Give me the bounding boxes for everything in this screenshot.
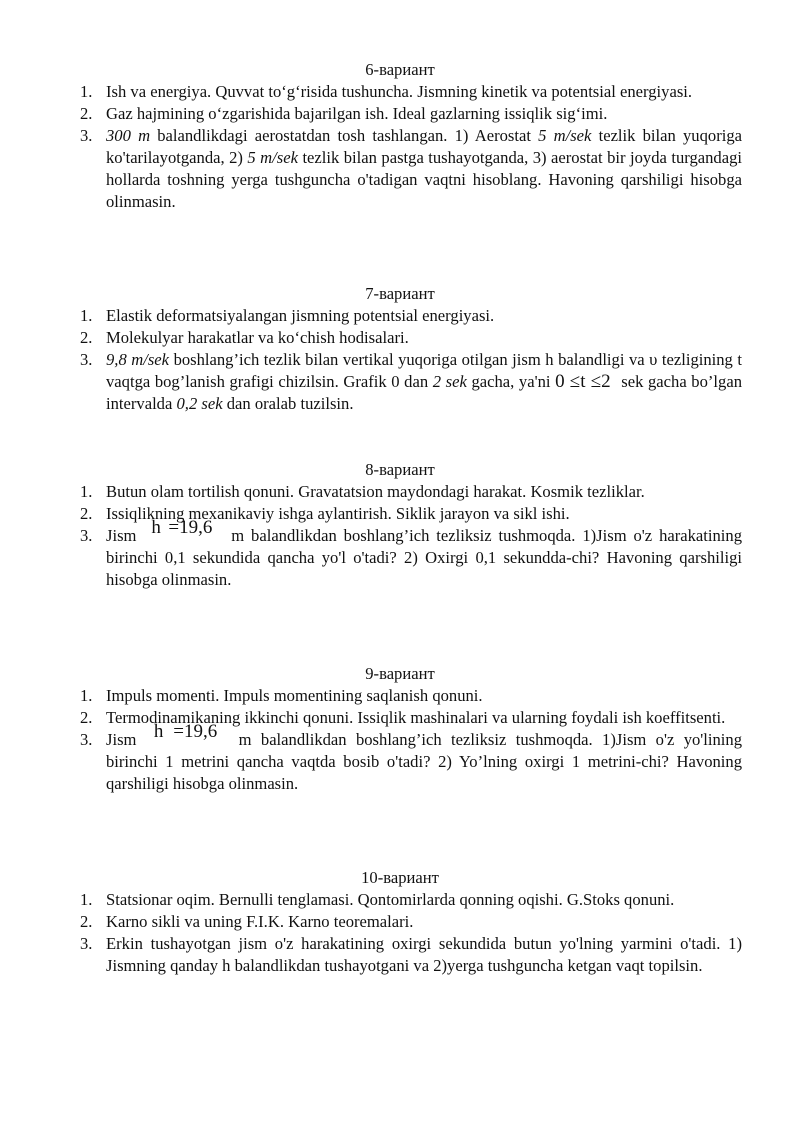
question-item	[0, 81, 800, 103]
question-text: Erkin tushayotgan jism o'z harakatining oxirgi sekundida butun yo'lning yarmini o'tadi. 1) Jismning qanday h balandlikdan tushayotgani va 2)yerga tushguncha ketgan vaqt topilsin.	[106, 934, 742, 975]
question-text: balandlikdagi aerostatdan tosh tashlangan. 1) Aerostat	[150, 126, 539, 145]
question-number: 1.	[80, 306, 93, 325]
variant-title: 9-вариант	[365, 664, 435, 683]
question-item	[0, 349, 800, 415]
question-item	[0, 503, 800, 525]
question-item	[0, 721, 800, 795]
variant-title: 8-вариант	[365, 460, 435, 479]
question-item	[0, 889, 800, 911]
variant-9	[0, 663, 800, 795]
question-text: Issiqlikning mexanikaviy ishga aylantirish. Siklik jarayon va sikl ishi.	[106, 504, 570, 523]
question-text: Gaz hajmining o‘zgarishida bajarilgan ish. Ideal gazlarning issiqlik sig‘imi.	[106, 104, 608, 123]
variant-title: 10-вариант	[361, 868, 439, 887]
italic-text: 300 m	[106, 126, 151, 145]
question-item	[0, 933, 800, 977]
question-text: Ish va energiya. Quvvat to‘g‘risida tushuncha. Jismning kinetik va potentsial energiyasi.	[106, 82, 693, 101]
question-item	[0, 103, 800, 125]
question-number: 3.	[80, 934, 93, 953]
math-formula: h =19,6	[151, 517, 213, 538]
question-text: m balandlikdan boshlang’ich tezliksiz tushmoqda. 1)Jism o'z harakatining birinchi 0,1 sekundida qancha yo'l o'tadi? 2) Oxirgi 0,1 sekundda-chi? Havoning qarshiligi hisobga olinmasin.	[106, 526, 743, 589]
question-item	[0, 305, 800, 327]
italic-text: 5 m/sek	[538, 126, 592, 145]
variant-6	[0, 59, 800, 213]
question-number: 1.	[80, 82, 93, 101]
question-text: gacha, ya'ni	[466, 372, 556, 391]
question-text: Karno sikli va uning F.I.K. Karno teoremalari.	[106, 912, 414, 931]
italic-text: 5 m/sek	[247, 148, 298, 167]
question-text: Statsionar oqim. Bernulli tenglamasi. Qontomirlarda qonning oqishi. G.Stoks qonuni.	[106, 890, 675, 909]
variant-10	[0, 867, 800, 977]
question-number: 1.	[80, 686, 93, 705]
question-number: 2.	[80, 708, 93, 727]
math-formula: 0 ≤t ≤2	[555, 371, 611, 392]
question-number: 3.	[80, 350, 93, 369]
question-text: dan oralab tuzilsin.	[222, 394, 354, 413]
question-number: 2.	[80, 504, 93, 523]
question-text: Elastik deformatsiyalangan jismning potentsial energiyasi.	[106, 306, 495, 325]
question-number: 2.	[80, 912, 93, 931]
variant-title: 7-вариант	[365, 284, 435, 303]
question-number: 3.	[80, 730, 93, 749]
question-text: tezlik bilan pastga tushayotganda, 3) aerostat bir joyda turgandagi hollarda toshning yerga tushguncha o'tadigan vaqtni hisoblang. Havoning qarshiligi hisobga olinmasin.	[106, 148, 742, 211]
question-item	[0, 685, 800, 707]
question-item	[0, 125, 800, 213]
question-list	[0, 889, 800, 977]
question-item	[0, 911, 800, 933]
question-text: m balandlikdan boshlang’ich tezliksiz tushmoqda. 1)Jism o'z yo'lining birinchi 1 metrini qancha vaqtda bosib o'tadi? 2) Yo’lning oxirgi 1 metrini-chi? Havoning qarshiligi hisobga olinmasin.	[106, 730, 742, 793]
question-list	[0, 81, 800, 213]
question-text: Butun olam tortilish qonuni. Gravatatsion maydondagi harakat. Kosmik tezliklar.	[106, 482, 645, 501]
italic-text: 0,2 sek	[176, 394, 223, 413]
question-text: Molekulyar harakatlar va ko‘chish hodisalari.	[106, 328, 409, 347]
question-item	[0, 517, 800, 591]
question-text: Jism	[106, 526, 144, 545]
question-text: boshlang’ich tezlik bilan vertikal yuqoriga otilgan jism h balandligi va υ tezligining t vaqtga bog’lanish grafigi chizilsin. Grafik 0 dan	[106, 350, 742, 391]
math-formula: h =19,6	[153, 721, 218, 742]
question-number: 1.	[80, 482, 93, 501]
question-number: 3.	[80, 526, 93, 545]
variant-title: 6-вариант	[365, 60, 435, 79]
question-item	[0, 327, 800, 349]
question-list	[0, 481, 800, 591]
question-item	[0, 707, 800, 729]
variant-8	[0, 459, 800, 591]
question-list	[0, 305, 800, 415]
question-item	[0, 481, 800, 503]
question-text: Termodinamikaning ikkinchi qonuni. Issiqlik mashinalari va ularning foydali ish koeffitsenti.	[106, 708, 726, 727]
question-number: 2.	[80, 104, 93, 123]
italic-text: 2 sek	[432, 372, 467, 391]
question-number: 3.	[80, 126, 93, 145]
question-text: Impuls momenti. Impuls momentining saqlanish qonuni.	[106, 686, 483, 705]
question-number: 2.	[80, 328, 93, 347]
question-text: sek gacha bo’lgan intervalda	[106, 372, 742, 413]
question-number: 1.	[80, 890, 93, 909]
question-text: Jism	[106, 730, 146, 749]
italic-text: 9,8 m/sek	[106, 350, 170, 369]
question-list	[0, 685, 800, 795]
variant-7	[0, 283, 800, 415]
question-text: tezlik bilan yuqoriga ko'tarilayotganda, 2)	[106, 126, 742, 167]
